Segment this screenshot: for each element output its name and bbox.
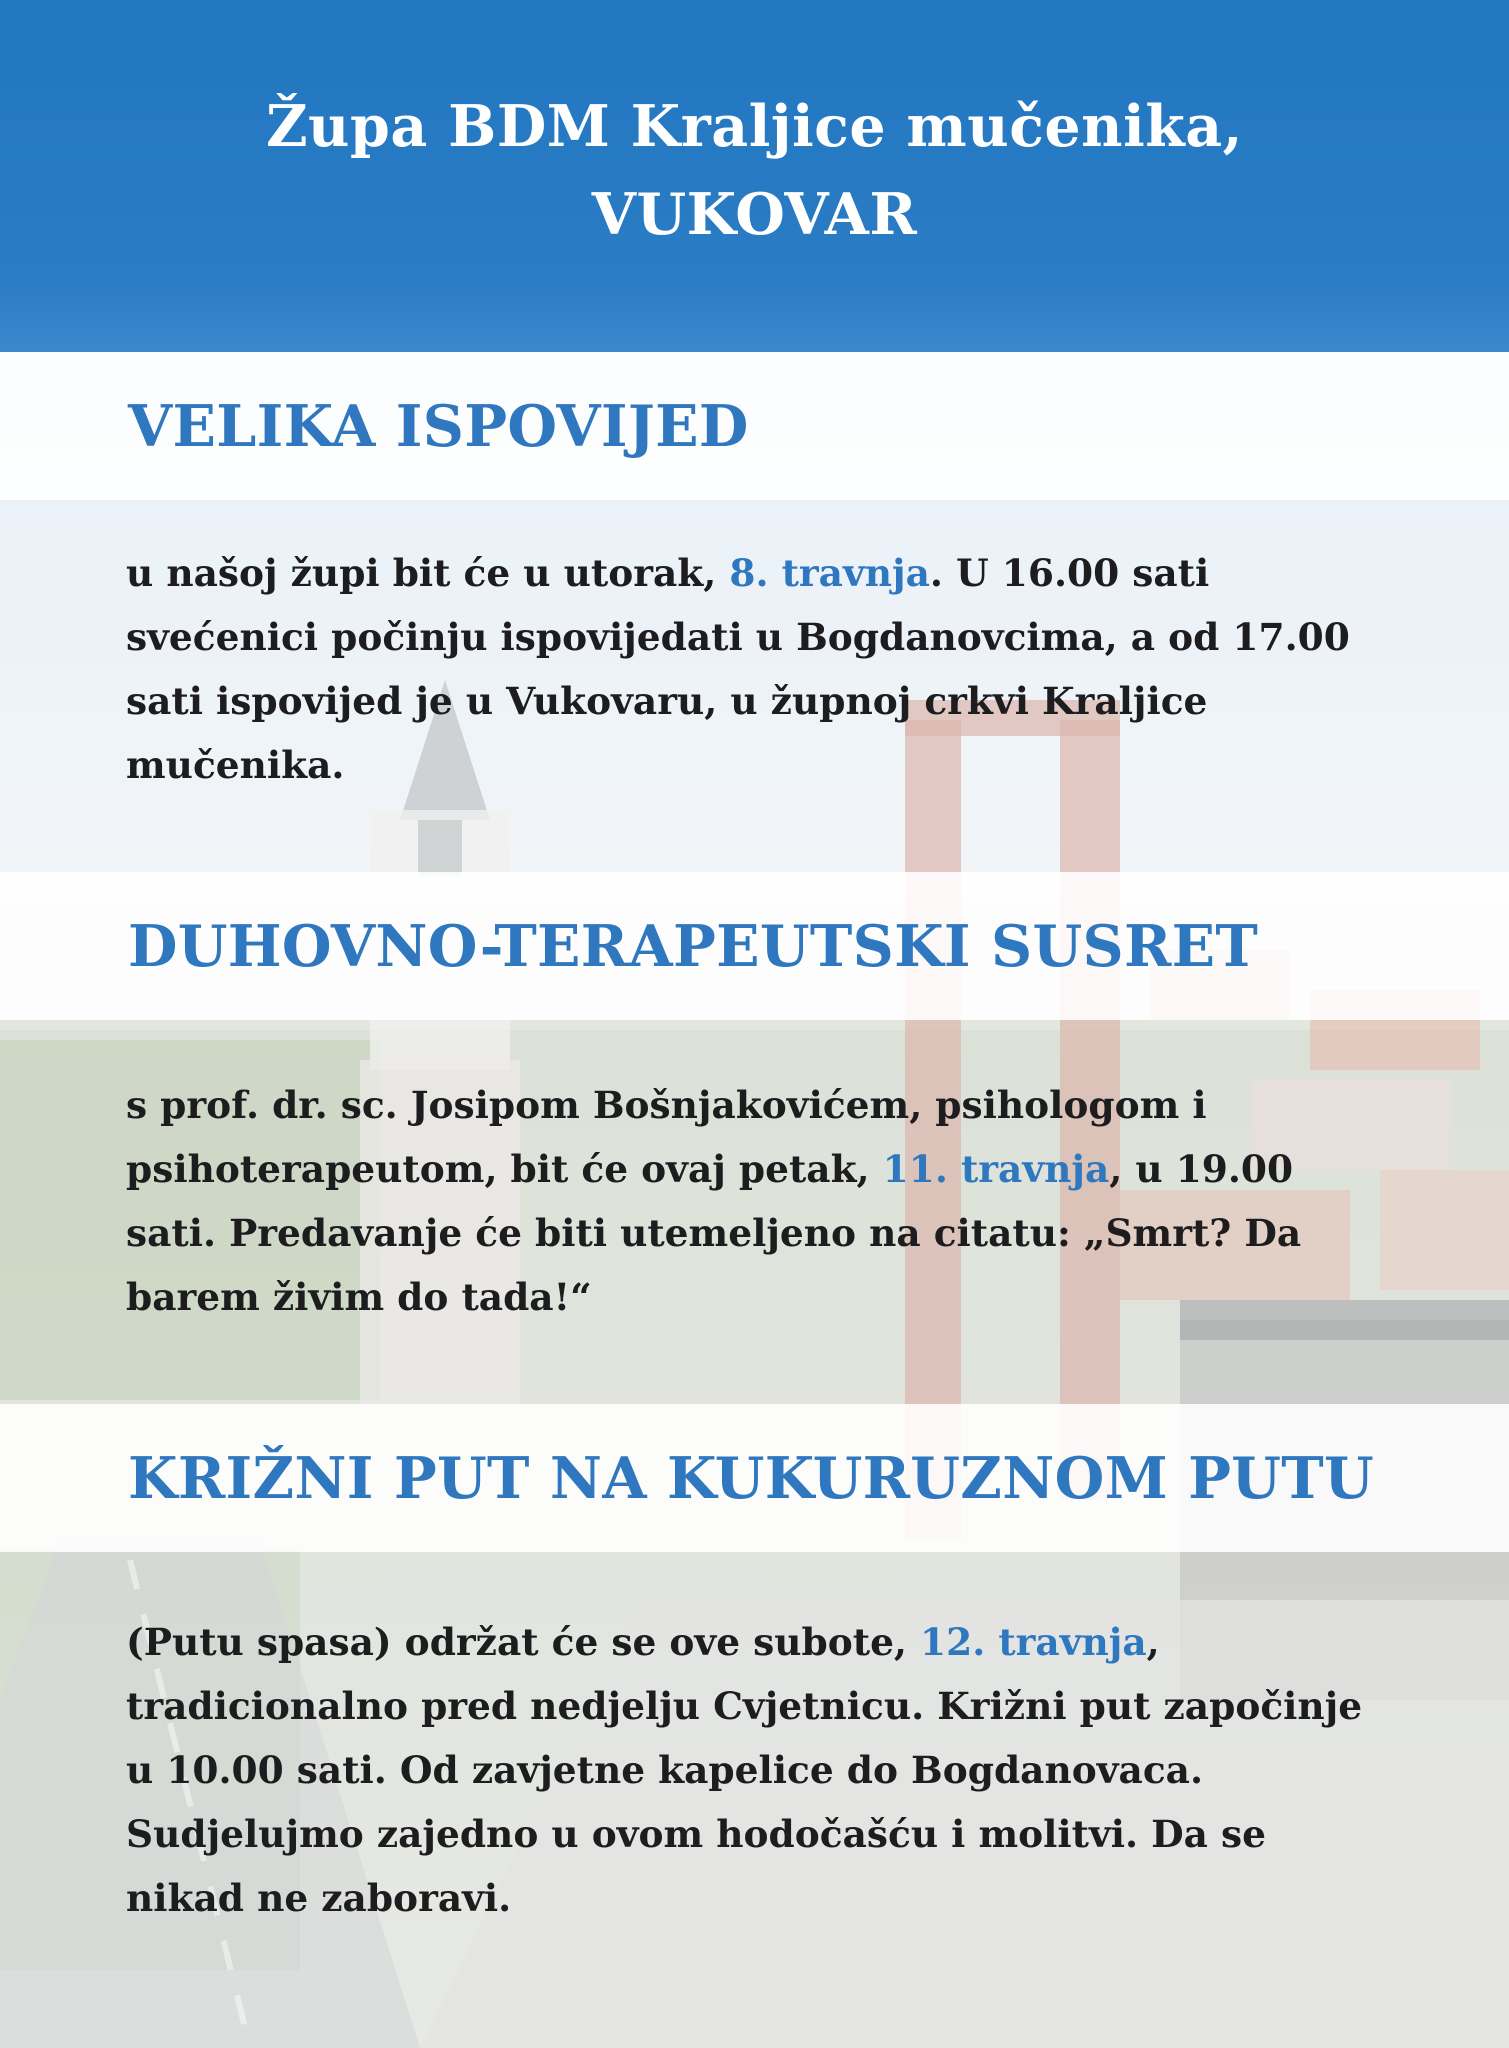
date-highlight: 11. travnja — [882, 1147, 1110, 1191]
body-text: , tradicionalno pred nedjelju Cvjetnicu. Križni put započinje u 10.00 sati. Od zavjetne kapelice do Bogdanovaca. Sudjelujmo zajedno u ovom hodočašću i molitvi. Da se nikad ne zaboravi. — [126, 1620, 1363, 1920]
date-highlight: 8. travnja — [729, 551, 930, 595]
section-title-bar — [0, 352, 1509, 500]
section-body — [126, 1610, 1386, 1930]
date-highlight: 12. travnja — [920, 1620, 1147, 1664]
header-banner — [0, 0, 1509, 352]
section-body — [126, 541, 1386, 797]
section-title: VELIKA ISPOVIJED — [128, 392, 749, 460]
section-title-bar — [0, 872, 1509, 1020]
body-text: u našoj župi bit će u utorak, — [126, 551, 730, 595]
section-title: KRIŽNI PUT NA KUKURUZNOM PUTU — [128, 1444, 1375, 1512]
body-text: (Putu spasa) održat će se ove subote, — [126, 1620, 921, 1664]
body-text: s prof. dr. sc. Josipom Bošnjakovićem, psihologom i psihoterapeutom, bit će ovaj petak, — [126, 1083, 1207, 1191]
parish-name: Župa BDM Kraljice mučenika, — [265, 93, 1244, 160]
section-title: DUHOVNO-TERAPEUTSKI SUSRET — [128, 912, 1259, 980]
body-text: . U 16.00 sati svećenici počinju ispovijedati u Bogdanovcima, a od 17.00 sati ispovijed je u Vukovaru, u župnoj crkvi Kraljice mučenika. — [126, 551, 1350, 787]
section-body — [126, 1073, 1386, 1329]
parish-city: VUKOVAR — [591, 181, 918, 248]
section-title-bar — [0, 1404, 1509, 1552]
body-text: , u 19.00 sati. Predavanje će biti utemeljeno na citatu: „Smrt? Da barem živim do tada!“ — [126, 1147, 1302, 1319]
